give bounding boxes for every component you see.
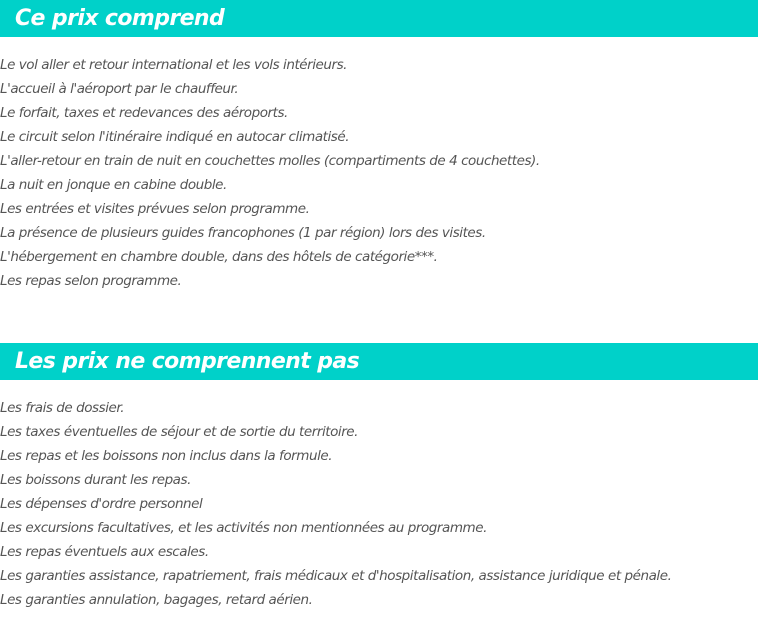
list-item: Le forfait, taxes et redevances des aéroports. — [0, 105, 288, 121]
list-item: Les excursions facultatives, et les activités non mentionnées au programme. — [0, 520, 487, 536]
list-item: Les repas et les boissons non inclus dans la formule. — [0, 448, 333, 464]
list-item: Les frais de dossier. — [0, 400, 125, 416]
list-item: Les garanties annulation, bagages, retard aérien. — [0, 592, 313, 608]
included-list — [0, 53, 540, 293]
list-item: Les dépenses d'ordre personnel — [0, 496, 203, 512]
list-item: L'hébergement en chambre double, dans des hôtels de catégorie***. — [0, 249, 438, 265]
list-item: Les repas selon programme. — [0, 273, 182, 289]
list-item: La présence de plusieurs guides francophones (1 par région) lors des visites. — [0, 225, 486, 241]
list-item: Le vol aller et retour international et les vols intérieurs. — [0, 57, 348, 73]
excluded-section-title: Les prix ne comprennent pas — [0, 343, 758, 380]
list-item: Les boissons durant les repas. — [0, 472, 191, 488]
list-item: L'accueil à l'aéroport par le chauffeur. — [0, 81, 239, 97]
excluded-list — [0, 396, 671, 612]
list-item: Le circuit selon l'itinéraire indiqué en autocar climatisé. — [0, 129, 350, 145]
included-section-title: Ce prix comprend — [0, 0, 758, 37]
list-item: Les garanties assistance, rapatriement, frais médicaux et d'hospitalisation, assistance juridique et pénale. — [0, 568, 672, 584]
list-item: Les repas éventuels aux escales. — [0, 544, 209, 560]
list-item: Les taxes éventuelles de séjour et de sortie du territoire. — [0, 424, 359, 440]
list-item: L'aller-retour en train de nuit en couchettes molles (compartiments de 4 couchettes). — [0, 153, 540, 169]
list-item: La nuit en jonque en cabine double. — [0, 177, 227, 193]
list-item: Les entrées et visites prévues selon programme. — [0, 201, 310, 217]
